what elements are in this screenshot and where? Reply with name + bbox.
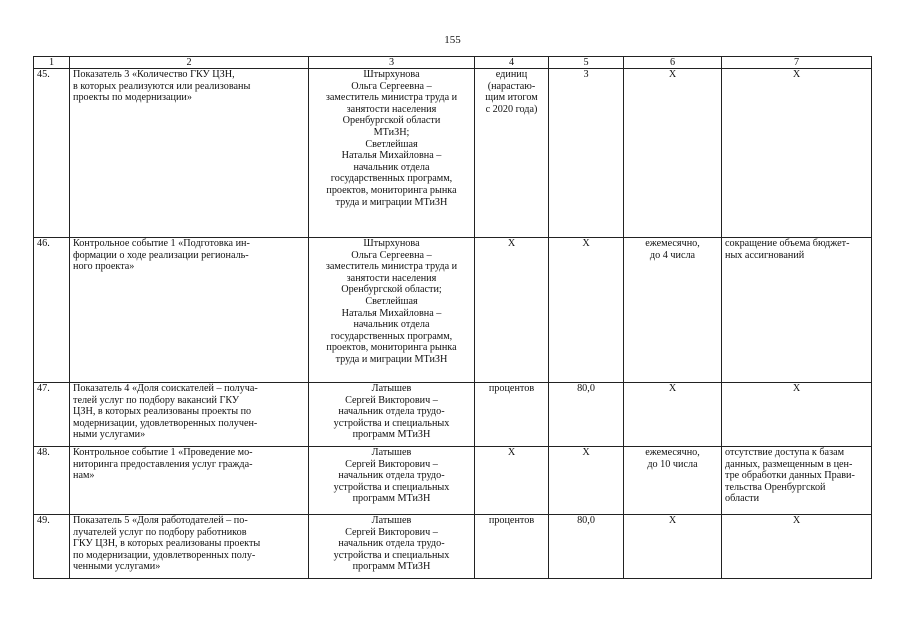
row-number: 45. (34, 69, 70, 238)
header-cell: 5 (549, 57, 624, 69)
page-number: 155 (444, 34, 461, 46)
reporting-period: ежемесячно, до 10 числа (624, 447, 722, 515)
indicator-value: Х (549, 447, 624, 515)
risk-note: Х (722, 383, 872, 447)
header-cell: 3 (309, 57, 475, 69)
responsible-person: Латышев Сергей Викторович – начальник отдела трудо- устройства и специальных программ МТиЗН (309, 515, 475, 579)
indicator-name: Контрольное событие 1 «Подготовка ин- формации о ходе реализации региональ- ного проекта» (70, 238, 309, 383)
header-cell: 1 (34, 57, 70, 69)
responsible-person: Латышев Сергей Викторович – начальник отдела трудо- устройства и специальных программ МТиЗН (309, 447, 475, 515)
table-row (34, 69, 872, 238)
table-row (34, 383, 872, 447)
unit-of-measure: процентов (475, 515, 549, 579)
indicator-value: 80,0 (549, 383, 624, 447)
document-table (33, 56, 872, 579)
header-cell: 4 (475, 57, 549, 69)
responsible-person: Штырхунова Ольга Сергеевна – заместитель министра труда и занятости населения Оренбургской области; Светлейшая Наталья Михайловна – начальник отдела государственных программ, проектов, мониторинга рынка труда и миграции МТиЗН (309, 238, 475, 383)
indicator-name: Контрольное событие 1 «Проведение мо- ниторинга предоставления услуг гражда- нам» (70, 447, 309, 515)
risk-note: сокращение объема бюджет- ных ассигнований (722, 238, 872, 383)
table-row (34, 447, 872, 515)
header-cell: 6 (624, 57, 722, 69)
reporting-period: ежемесячно, до 4 числа (624, 238, 722, 383)
risk-note: Х (722, 515, 872, 579)
table-header-row (34, 57, 872, 69)
responsible-person: Штырхунова Ольга Сергеевна – заместитель министра труда и занятости населения Оренбургской области МТиЗН; Светлейшая Наталья Михайловна – начальник отдела государственных программ, проектов, мониторинга рынка труда и миграции МТиЗН (309, 69, 475, 238)
indicator-name: Показатель 4 «Доля соискателей – получа- телей услуг по подбору вакансий ГКУ ЦЗН, в которых реализованы проекты по модернизации, удовлетворенных получен- ными услугами» (70, 383, 309, 447)
table-row (34, 515, 872, 579)
indicator-value: Х (549, 238, 624, 383)
responsible-person: Латышев Сергей Викторович – начальник отдела трудо- устройства и специальных программ МТиЗН (309, 383, 475, 447)
row-number: 47. (34, 383, 70, 447)
unit-of-measure: процентов (475, 383, 549, 447)
reporting-period: Х (624, 515, 722, 579)
row-number: 48. (34, 447, 70, 515)
header-cell: 7 (722, 57, 872, 69)
reporting-period: Х (624, 69, 722, 238)
unit-of-measure: Х (475, 447, 549, 515)
table-row (34, 238, 872, 383)
unit-of-measure: Х (475, 238, 549, 383)
indicator-name: Показатель 3 «Количество ГКУ ЦЗН, в которых реализуются или реализованы проекты по модернизации» (70, 69, 309, 238)
risk-note: отсутствие доступа к базам данных, размещенным в цен- тре обработки данных Прави- тельства Оренбургской области (722, 447, 872, 515)
risk-note: Х (722, 69, 872, 238)
indicator-value: 3 (549, 69, 624, 238)
unit-of-measure: единиц (нарастаю- щим итогом с 2020 года) (475, 69, 549, 238)
row-number: 46. (34, 238, 70, 383)
indicator-name: Показатель 5 «Доля работодателей – по- лучателей услуг по подбору работников ГКУ ЦЗН, в которых реализованы проекты по модернизации, удовлетворенных полу- ченными услугами» (70, 515, 309, 579)
reporting-period: Х (624, 383, 722, 447)
indicator-value: 80,0 (549, 515, 624, 579)
header-cell: 2 (70, 57, 309, 69)
row-number: 49. (34, 515, 70, 579)
